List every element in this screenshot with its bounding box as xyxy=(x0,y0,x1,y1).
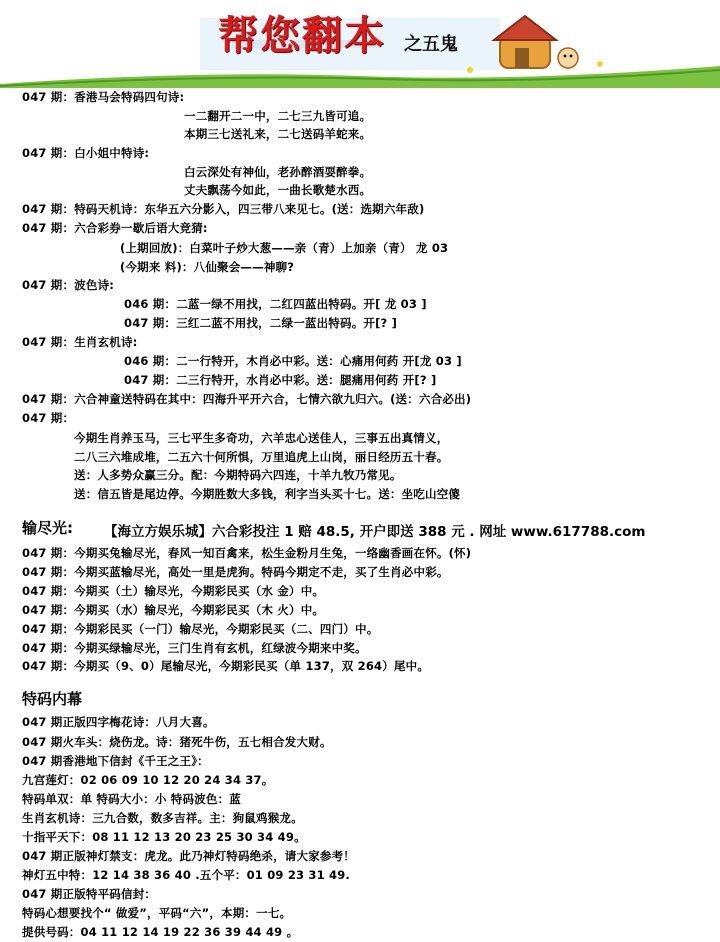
text-line: 046 期：二一行特开，木肖必中彩。送：心痛用何药 开[龙 03 ] xyxy=(124,354,462,368)
text-line: (今期来 料)：八仙聚会——神聊? xyxy=(120,260,295,274)
text-line: (上期回放)：白菜叶子炒大葱——亲（青）上加亲（青） 龙 03 xyxy=(120,241,449,255)
text-line: 047 期：今期买绿输尽光，三门生肖有玄机，红绿波今期来中奖。 xyxy=(22,641,367,655)
text-line: 047 期：三红二蓝不用找，二绿一蓝出特码。开[? ] xyxy=(124,316,398,330)
text-line: 047 期：生肖玄机诗: xyxy=(22,335,138,349)
text-line: 047 期正版四字梅花诗：八月大喜。 xyxy=(22,715,215,729)
site-logo: 帮您翻本 xyxy=(218,12,386,59)
text-line: 047 期：二三行特开，水肖必中彩。送：腿痛用何药 开[? ] xyxy=(124,373,437,387)
text-line: 047 期：今期彩民买（一门）输尽光，今期彩民买（二、四门）中。 xyxy=(22,622,379,636)
text-line: 047 期：今期买兔输尽光，春风一知百禽来，松生金粉月生兔，一络幽香画在怀。(怀) xyxy=(22,546,472,560)
text-line: 046 期：二蓝一绿不用找，二红四蓝出特码。开[ 龙 03 ] xyxy=(124,297,427,311)
text-line: 047 期正版神灯禁支：虎龙。此乃神灯特码绝杀，请大家参考！ xyxy=(22,849,356,863)
casino-ad-link[interactable]: 【海立方娱乐城】六合彩投注 1 赔 48.5, 开户即送 388 元 . 网址 www.617788.com xyxy=(104,524,646,540)
text-line: 本期三七送礼来，二七送码羊蛇来。 xyxy=(184,127,372,141)
text-line: 047 期：波色诗: xyxy=(22,278,115,292)
text-line: 特码心想要找个“ 做爱”，平码“六”，本期：一七。 xyxy=(22,906,292,920)
text-line: 047 期：今期买（土）输尽光，今期彩民买（水 金）中。 xyxy=(22,584,325,598)
text-line: 047 期：六合彩券一歇后语大竞猜: xyxy=(22,221,208,235)
text-line: 047 期：特码天机诗：东华五六分影入，四三带八来见七。(送：选期六年敌) xyxy=(22,202,425,216)
text-line: 白云深处有神仙，老孙醉酒耍醉拳。 xyxy=(184,165,372,179)
text-line: 047 期： xyxy=(22,411,75,425)
text-line: 神灯五中特：12 14 38 36 40 .五个平：01 09 23 31 49. xyxy=(22,868,351,882)
header-banner xyxy=(0,0,720,88)
text-line: 十指平天下：08 11 12 13 20 23 25 30 34 49。 xyxy=(22,830,306,844)
text-line: 一二翻开二一中，二七三九皆可追。 xyxy=(184,109,372,123)
text-line: 047 期火车头：烧伤龙。诗：猪死牛伤，五七相合发大财。 xyxy=(22,735,332,749)
text-line: 047 期香港地下信封《千王之王》： xyxy=(22,754,209,768)
text-line: 送：信五皆是尾边停。今期胜数大多钱，利字当头买十七。送：坐吃山空傻 xyxy=(74,487,461,501)
text-line: 047 期：白小姐中特诗: xyxy=(22,146,150,160)
text-line: 提供号码：04 11 12 14 19 22 36 39 44 49 。 xyxy=(22,925,299,939)
text-line: 送：人多势众赢三分。配：今期特码六四连，十羊九牧乃常见。 xyxy=(74,468,402,482)
text-line: 生肖玄机诗：三九合数，数多吉祥。主：狗鼠鸡猴龙。 xyxy=(22,811,303,825)
text-line: 丈夫飘荡今如此，一曲长歌楚水西。 xyxy=(184,183,372,197)
text-line: 二八三六堆成堆，二五六十何所惧，万里追虎上山岗，丽日经历五十春。 xyxy=(74,450,449,464)
text-line: 047 期：香港马会特码四句诗: xyxy=(22,90,185,104)
site-logo-subtitle: 之五鬼 xyxy=(404,34,458,55)
section-title-insider: 特码内幕 xyxy=(22,690,83,708)
text-line: 047 期：今期买蓝输尽光，高处一里是虎狗。特码今期定不走，买了生肖必中彩。 xyxy=(22,565,449,579)
text-line: 047 期：六合神童送特码在其中：四海升平开六合，七情六欲九归六。(送：六合必出) xyxy=(22,392,472,406)
section-title-lose-all: 输尽光: xyxy=(22,519,73,537)
text-line: 特码单双：单 特码大小：小 特码波色：蓝 xyxy=(22,792,242,806)
text-line: 047 期：今期买（水）输尽光，今期彩民买（木 火）中。 xyxy=(22,603,325,617)
text-line: 047 期正版特平码信封： xyxy=(22,887,157,901)
text-line: 047 期：今期买（9、0）尾输尽光，今期彩民买（单 137，双 264）尾中。 xyxy=(22,659,430,673)
text-line: 九宫莲灯：02 06 09 10 12 20 24 34 37。 xyxy=(22,773,274,787)
text-line: 今期生肖养玉马，三七平生多奇功，六羊忠心送佳人，三事五出真情义， xyxy=(74,431,449,445)
